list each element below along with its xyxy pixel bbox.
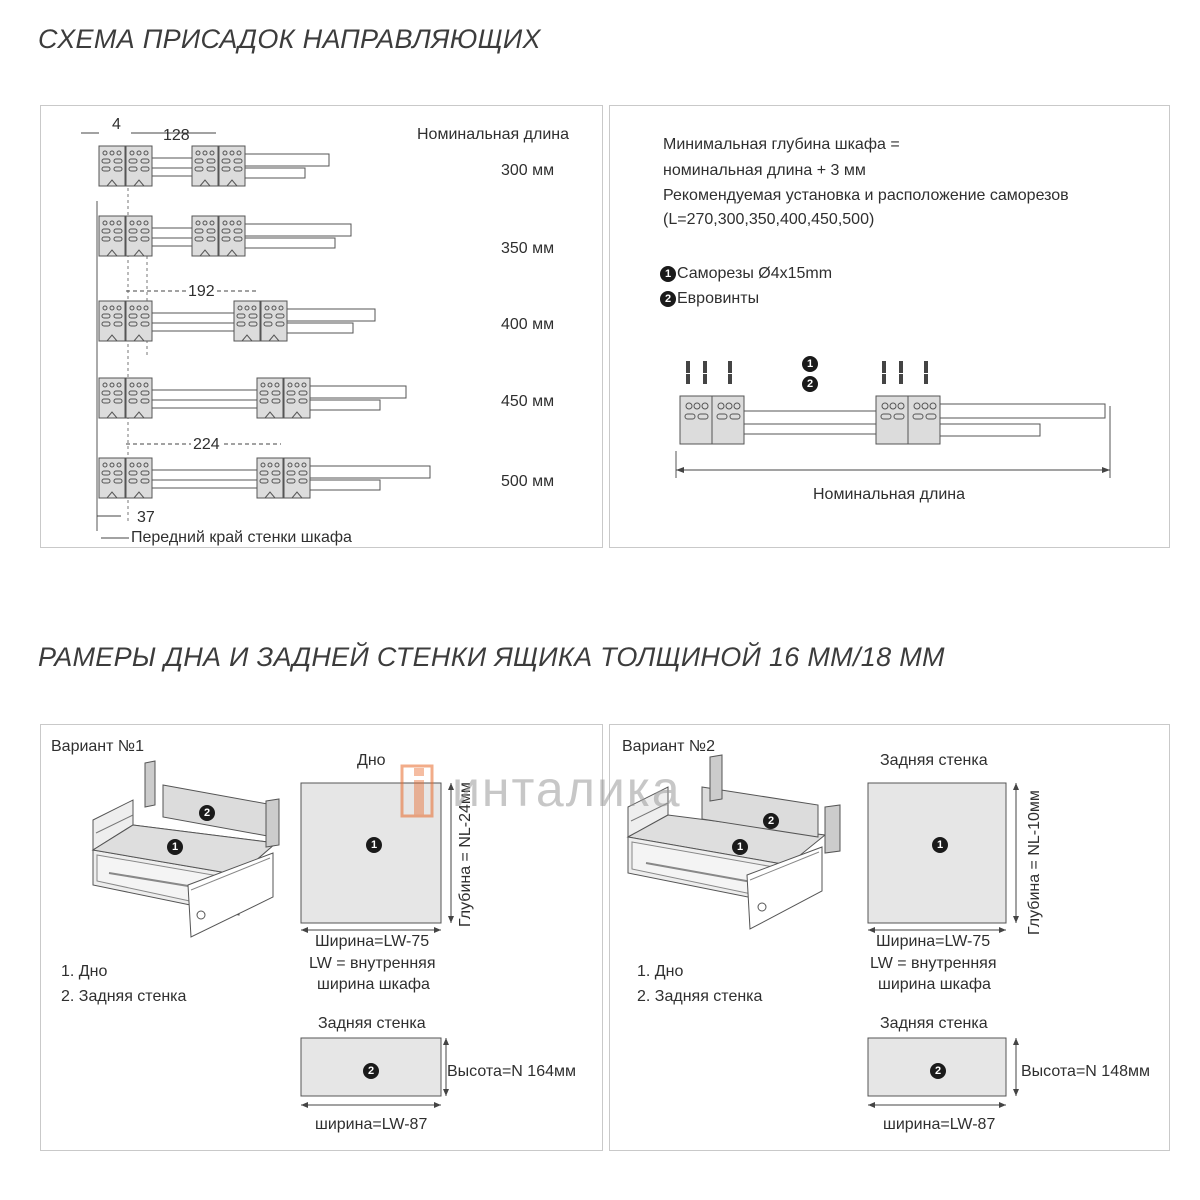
variant1-bottom-label: Дно — [357, 752, 386, 769]
lengths-list: (L=270,300,350,400,450,500) — [663, 211, 875, 228]
intalika-logo-text: инталика — [452, 761, 682, 817]
variant2-list-1: 1. Дно — [637, 963, 684, 980]
length-500: 500 мм — [501, 473, 555, 490]
variant2-list-2: 2. Задняя стенка — [637, 988, 763, 1005]
intalika-watermark-logo — [400, 762, 810, 822]
variant1-list-1: 1. Дно — [61, 963, 108, 980]
variant1-marker-2: 2 — [199, 805, 215, 821]
legend-screws-text: Саморезы Ø4x15mm — [677, 265, 833, 282]
variant1-lw-line2: ширина шкафа — [317, 976, 430, 993]
min-depth-line2: номинальная длина + 3 мм — [663, 162, 866, 179]
dimension-192: 192 — [188, 283, 215, 300]
variant2-marker-2: 2 — [763, 813, 779, 829]
rail-400 — [99, 301, 375, 341]
variant1-lw-line1: LW = внутренняя — [309, 955, 436, 972]
nominal-length-header: Номинальная длина — [417, 126, 569, 143]
variant2-marker-1: 1 — [732, 839, 748, 855]
variant1-marker-1: 1 — [167, 839, 183, 855]
variant2-back-marker: 2 — [930, 1063, 946, 1079]
legend-number-2: 2 — [660, 291, 676, 307]
install-nominal-length: Номинальная длина — [813, 486, 965, 503]
length-350: 350 мм — [501, 240, 555, 257]
rail-450 — [99, 378, 406, 418]
variant2-back-label: Задняя стенка — [880, 1015, 988, 1032]
dimension-128: 128 — [163, 127, 190, 144]
variant1-height-label: Высота=N 164мм — [447, 1063, 576, 1080]
variant2-lw-line2: ширина шкафа — [878, 976, 991, 993]
recommended-line: Рекомендуемая установка и расположение саморезов — [663, 187, 1069, 204]
front-edge-label: Передний край стенки шкафа — [131, 529, 352, 546]
variant1-width-label: Ширина=LW-75 — [315, 933, 430, 950]
variant1-list-2: 2. Задняя стенка — [61, 988, 187, 1005]
variant1-depth-label: Глубина = NL-24мм — [457, 782, 474, 927]
variant1-title: Вариант №1 — [51, 738, 144, 755]
dimension-37: 37 — [137, 509, 155, 526]
variant1-back-marker: 2 — [363, 1063, 379, 1079]
dimension-4: 4 — [112, 116, 121, 133]
variant1-back-label: Задняя стенка — [318, 1015, 426, 1032]
variant2-title: Вариант №2 — [622, 738, 715, 755]
variant2-width-label: Ширина=LW-75 — [876, 933, 991, 950]
dimension-224: 224 — [193, 436, 220, 453]
rail-300 — [99, 146, 329, 186]
legend-euroscrews-text: Евровинты — [677, 290, 760, 307]
installation-panel — [609, 105, 1170, 548]
screw-marker-2: 2 — [802, 376, 818, 392]
rails-drilling-panel — [40, 105, 603, 548]
length-450: 450 мм — [501, 393, 555, 410]
variant2-lw-line1: LW = внутренняя — [870, 955, 997, 972]
rail-500 — [99, 458, 430, 498]
screw-marker-1: 1 — [802, 356, 818, 372]
variant2-depth-label: Глубина = NL-10мм — [1026, 790, 1043, 935]
section-title-bottom-back-sizes: РАМЕРЫ ДНА И ЗАДНЕЙ СТЕНКИ ЯЩИКА ТОЛЩИНОЙ 16 ММ/18 ММ — [38, 642, 945, 672]
variant2-back-top-marker: 1 — [932, 837, 948, 853]
variant2-back-top-label: Задняя стенка — [880, 752, 988, 769]
rail-350 — [99, 216, 351, 256]
length-400: 400 мм — [501, 316, 555, 333]
legend-number-1: 1 — [660, 266, 676, 282]
variant1-bottom-marker: 1 — [366, 837, 382, 853]
variant2-height-label: Высота=N 148мм — [1021, 1063, 1150, 1080]
section-title-drilling-scheme: СХЕМА ПРИСАДОК НАПРАВЛЯЮЩИХ — [38, 24, 541, 54]
min-depth-line1: Минимальная глубина шкафа = — [663, 136, 900, 153]
length-300: 300 мм — [501, 162, 555, 179]
intalika-logo-icon — [400, 762, 450, 822]
installation-drawing — [610, 106, 1169, 547]
variant1-back-width-label: ширина=LW-87 — [315, 1116, 428, 1133]
variant2-back-width-label: ширина=LW-87 — [883, 1116, 996, 1133]
